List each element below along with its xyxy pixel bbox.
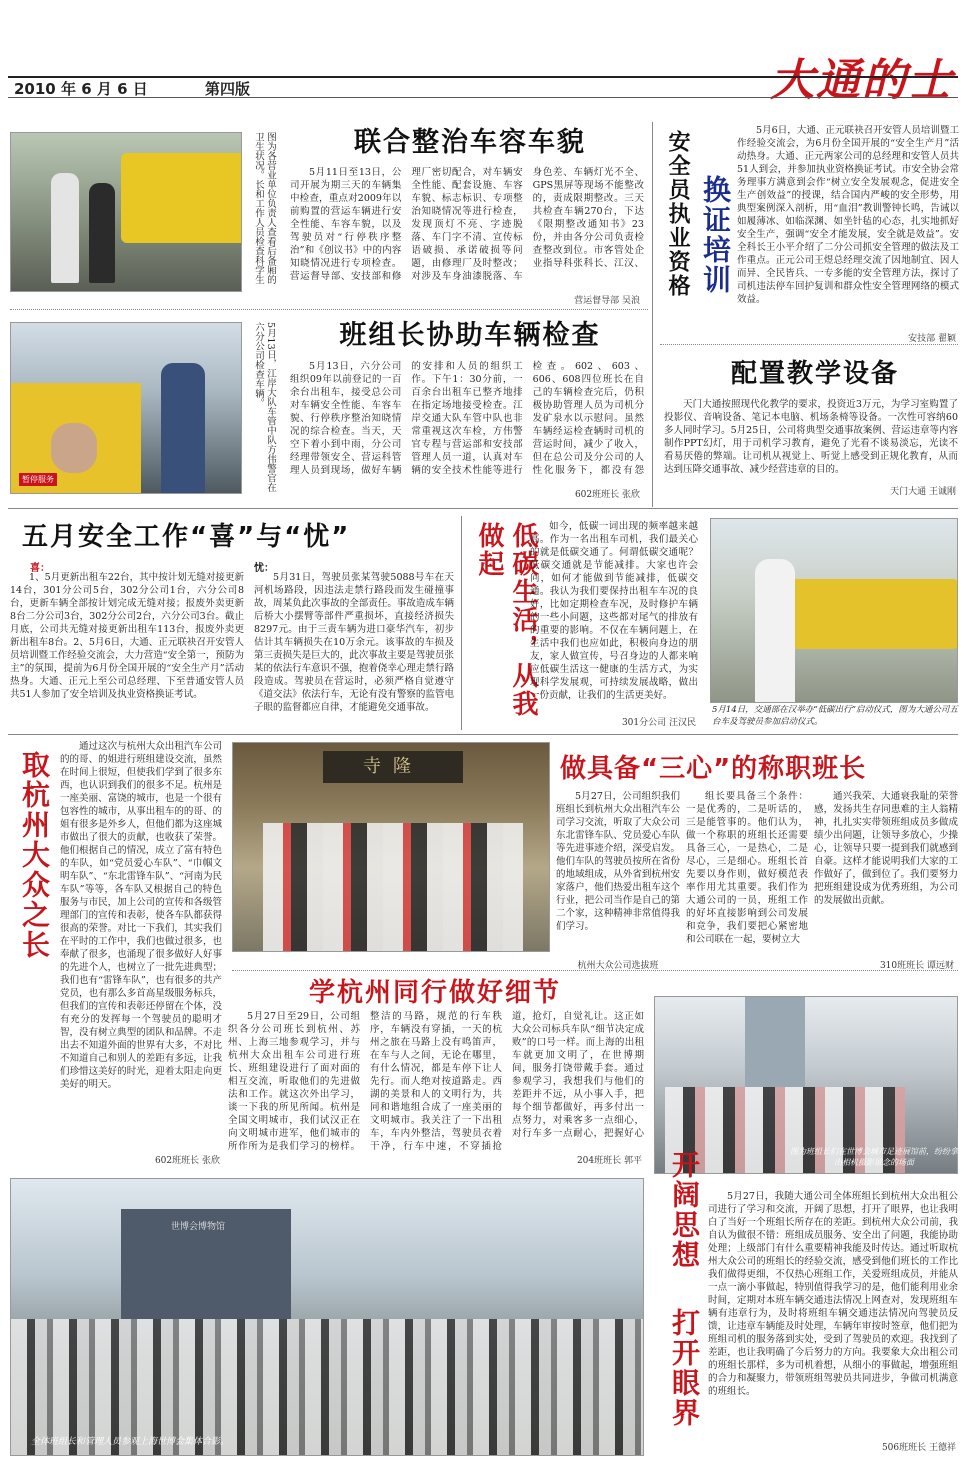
divider [232, 970, 958, 971]
a10-paragraph: 5月27日，我随大通公司全体班组长到杭州大众出租公司进行了学习和交流，开阔了思想，打开了眼界，也让我明白了当好一个班组长所存在的差距。到杭州大众公司前，我自认为做很不错：班组成员服务、安全出了问题，我能协助处理；上级部门有什么重要精神我能及时传达。通过听取杭州大众公司的班组长的经验交流，感受到他们班长的工作比我们做得更细，不仅热心班组工作，关爱班组成员，并能从一点一滴小事做起，特别值得我学习的是，他们能利用业余时间，定期对本班车辆交通违法情况上网查对，发现班组车辆有违章行为，及时将班组车辆交通违法情况向驾驶员反馈，让违章车辆能及时处理，车辆年审按时签章，他们把为班组司机的服务落到实处，受到了驾驶员的欢迎。我找到了差距，也让我明确了今后努力的方向。我要象大众出租公司的班组长那样，多为司机着想，从细小的事做起，增强班组的合力和凝聚力，带领班组驾驶员共同进步，争做司机满意的班组长。 [708, 1191, 958, 1397]
a1-byline: 营运督导部 吴浪 [574, 296, 640, 306]
a4-title: 配置教学设备 [730, 359, 899, 389]
a6-paragraph: 如今，低碳一词出现的频率越来越高。作为一名出租车司机，我们最关心的就是低碳交通了。何谓低碳交通呢？低碳交通就是节能减排。大家也许会问，如何才能做到节能减排，低碳交通。我认为我们要保持出租车车况的良好，比如定期检查车况，及时修护车辆的一些小问题，这些都对尾气的排放有的重要的影响。不仅在车辆问题上，在生活中我们也应如此，积极向身边的朋友，家人做宣传，号召身边的人都来响应低碳生活这一健康的生活方式，为实现科学发展观，可持续发展战略，做出一份贡献，让我们的生活更美好。 [530, 521, 698, 701]
a7-paragraph: 通过这次与杭州大众出租汽车公司的的哥、的姐进行班组建设交流，虽然在时间上很短，但使我们学到了很多东西，也认识到我们的很多不足。杭州是一座美丽、富饶的城市，也是一个很有包容性的城市，从事出租车的的哥、的姐有很多是外乡人，但他们都为这座城市做出了很大的贡献，也收获了荣誉。他们根据自己的情况，成立了富有特色的车队，如“党员爱心车队”、“巾帼文明车队”、“东北雷锋车队”、“河南为民车队”等等，各车队又根据自己的特色服务与市民，加上公司的宣传和各级管理部门的宣传和表彰，使各车队都获得很高的荣誉。对比一下我们，其实我们在平时的工作中，我们也做过很多，也奉献了很多，也涌现了很多做好人好事的先进个人，也树立了一批先进典型；我们也有“雷锋车队”，也有很多的共产党员，也有那么多首高星级服务标兵，但我们的宣传和表彰还停留在个体，没有充分的发挥每一个驾驶员的聪明才智，没有树立典型的团队和品牌。不走出去不知道外面的世界有大多，不对比不知道自己和别人的差距有多远，让我们珍惜这美好的时光，迎着太阳走向更美好的明天。 [60, 741, 222, 1090]
photo-expo-sign: 世博会博物馆 [171, 1222, 226, 1232]
a8-paragraph-3: 通兴我荣、大通衰我耻的荣誉感，发扬共生存同患难的主人翁精神，扎扎实实带领班组成员多做成绩少出问题，让领导多放心，少操心，让领导只要一提到我们就感到自豪。这样才能说明我们大家的工作做好了，做到位了。我们要努力把班组建设成为优秀班组，为公司的发展做出贡献。 [814, 791, 958, 906]
a6-title: 低碳生活，从我做起 [474, 522, 538, 718]
a2-paragraph: 5月13日，六分公司组织09年以前登记的一百余台出租车，接受总公司对车辆安全性能、车容车貌、行停秩序整治知晓情况的综合检查。当天，天空下着小到中雨，分公司经理带领安全、营运科管理人员到现场，做好车辆的安排和人员的组织工作。下午1：30分前，一百余台出租车已整齐地排在指定场地接受检查。江岸交通大队车管中队也非常重视这次车检，方伟警官专程与营运部和安技部管理人员一道，认真对车辆的安全技术性能等进行检查。602、603、606、608四位班长在自己的车辆检查完后，仍积极协助管理人员为司机分发矿泉水以示慰问。虽然车辆经运检查辆时司机的营运时间，减少了收入，但在总公司及分公司的人性化服务下，都没有怨 [290, 361, 644, 476]
divider [8, 508, 958, 509]
a6-caption: 5月14日，交通部在汉举办“低碳出行”启动仪式，图为大通公司五台车及驾驶员参加启动仪式。 [712, 705, 958, 727]
a1-paragraph: 5月11日至13日，公司开展为期三天的车辆集中检查，重点对2009年以前购置的营运车辆进行安全性能、车容车貌，以及驾驶员对“行停秩序整治”和《创议书》中的内容知晓情况进行专项检查。营运督导部、安技部和修理厂密切配合，对车辆安全性能、配套设施、车容车貌、标志标识、专项整治知晓情况等进行检查，发现顶灯不亮、字迹脱落、车门字不清、宣传标语破损、承诺破损等问题，由修理厂及时整改；对涉及车身油漆脱落、车身色差、车辆灯光不全、GPS黑屏等现场不能整改的，责成限期整改。三天共检查车辆270台，下达《限期整改通知书》23份，并由各分公司负责检查整改到位。市客管处企业指导科张科长、江汉、 [290, 167, 644, 282]
photo-person [89, 183, 115, 283]
a9-caption: 图为班组长们在世博会城市足迹展馆前，纷纷拿出相机摄影留念的场面 [790, 1147, 958, 1167]
a2-byline: 602班班长 张欣 [574, 490, 640, 500]
page-number: 第四版 [205, 80, 251, 98]
a10-byline: 506班班长 王德祥 [881, 1443, 956, 1453]
a9-body [228, 1010, 644, 1155]
newspaper-logo: 大通的士 [770, 55, 954, 106]
divider [10, 309, 648, 310]
a8-body [556, 790, 680, 958]
photo-group-people [263, 823, 523, 952]
a1-body [290, 166, 644, 294]
a10-body [708, 1190, 958, 1428]
a7-body [60, 740, 222, 1150]
a8-body-3 [814, 790, 958, 945]
a6-byline: 301分公司 汪汉民 [621, 718, 696, 728]
a1-caption: 图为各营业单位负责人查看后备厢的卫生状况。长和工作人员检查科学生 [253, 132, 276, 284]
a5-you-body [254, 571, 454, 728]
a5-you-label: 忧： [254, 563, 274, 574]
photo-expo-group [10, 1178, 644, 1456]
a3-title-a: 安全员执业资格 [665, 130, 690, 298]
a9-title: 学杭州同行做好细节 [308, 978, 561, 1008]
a8-body-2 [686, 790, 808, 970]
photo-person [51, 173, 79, 283]
photo-official [755, 559, 795, 703]
a2-body [290, 360, 644, 486]
a2-title: 班组长协助车辆检查 [339, 320, 601, 351]
a10-title-a: 开阔思想 [668, 1150, 701, 1270]
issue-date: 2010 年 6 月 6 日 [14, 80, 148, 98]
a8-title: 做具备“三心”的称职班长 [560, 754, 867, 784]
a8-paragraph-2: 组长要具备三个条件：一是优秀的，二是听话的，三是能管事的。他们认为，做一个称职的班组长还需要具备三心，一是热心，二是尽心，三是细心。班组长首先要以身作则，做好模范表率作用尤其重要。我们作为大通公司的一员，班组工作的好坏直接影响到公司发展和竞争，我们要把心紧密地和公司联在一起，要树立大 [686, 791, 808, 945]
a2-caption: 5月13日，江岸大队车管中队方伟警官在六分公司检查车辆。 [253, 322, 276, 493]
a3-paragraph: 5月6日，大通、正元联袂召开安管人员培训暨工作经验交流会，为6月份全国开展的“安全生产月”活动热身。大通、正元两家公司的总经理和安管人员共51人到会，并参加执业资格换证考试。市安全协会常务理事方满意到会作“树立安全发展观念，促进安全生产创效益”的授课，结合国内严峻的安全形势，用典型案例深入剖析，用“血泪”教训警钟长鸣，告诫以如履薄冰、如临深渊、如坐针毡的心态，扎实地抓好安全生产，强调“安全才能发展，安全就是效益”。安全科长王小平介绍了二分公司抓安全管理的做法及工作重点。正元公司王煜总经理交流了因地制宜、因人而异、全民皆兵、一专多能的安全管理方法，探讨了司机违法停车回护复训和群众性安全管理网络的模式效益。 [737, 125, 959, 305]
photo-yellow-taxi [121, 153, 242, 243]
masthead-bar [8, 76, 958, 98]
a6-body [530, 520, 698, 712]
a3-body [737, 124, 959, 332]
photo-police-checking-taxi [10, 322, 242, 494]
a3-byline: 安技部 翟颖 [908, 334, 956, 344]
a4-body [664, 398, 958, 484]
a5-title: 五月安全工作“喜”与“忧” [22, 522, 351, 552]
photo-temple-sign: 寺隆 [323, 751, 463, 783]
a7-byline: 602班班长 张欣 [154, 1156, 220, 1166]
a4-byline: 天门大通 王诚刚 [890, 487, 956, 497]
photo-driver [51, 423, 97, 473]
a5-xi-label: 喜： [30, 563, 50, 574]
photo-inspection-taxi-trunk [10, 132, 242, 292]
a10-caption: 全体班组长和管理人员参观上海世博会集体合影。 [31, 1437, 230, 1447]
a7-title: 取杭州大众之长 [18, 750, 51, 960]
a5-xi-body [10, 571, 244, 728]
divider [461, 516, 462, 730]
a8-byline-1: 杭州大众公司选拔班 [577, 961, 659, 971]
photo-low-carbon-ceremony [710, 518, 958, 703]
a4-paragraph: 天门大通按照现代化教学的要求，投资近3万元，为学习室购置了投影仪、音响设备、笔记本电脑、机场条椅等设备。一次性可容纳60多人同时学习。5月25日，公司将典型交通事故案例、营运违章等内容制作PPT幻灯，用于司机学习教育，避免了光看不谈易淡忘，光读不看易厌倦的弊端。让司机从视觉上、听觉上感受到正规化教育，从而达到压降交通事故、减少经营违章的目的。 [664, 399, 958, 475]
a8-byline: 310班班长 谭远财 [879, 961, 954, 971]
a3-title-b: 换证培训 [699, 175, 732, 295]
a5-you-paragraph: 5月31日，驾驶员张某驾驶5088号车在天河机场路段，因违法走禁行路段而发生碰撞事故，周某负此次事故的全部责任。事故造成车辆后桥大小摆臂等部件严重损坏，直接经济损失8297元。由于三责车辆为进口豪华汽车，初步估计其车辆损失在10万余元。该事故的车损及第三责损失是巨大的，此次事故主要是驾驶员张某的依法行车意识不强，抱着侥幸心理走禁行路段造成。驾驶员在营运时，必须严格自觉遵守《道交法》依法行车，无论有没有警察的监管电子眼的监督都应自律，才能避免交通事故。 [254, 572, 454, 713]
a9-byline: 204班班长 郭平 [576, 1156, 642, 1166]
a8-paragraph: 5月27日，公司组织我们班组长到杭州大众出租汽车公司学习交流，听取了大众公司东北雷锋车队、党员爱心车队等先进事迹介绍，深受启发。他们车队的驾驶员按所在省份的地域组成，从外省到杭州安家落户，他们热爱出租车这个行业，把公司当作是自己的第二个家，这种精神非常值得我们学习。 [556, 791, 680, 932]
photo-building [745, 997, 805, 1087]
plate-sign: 暂停服务 [19, 473, 57, 486]
photo-taxi-row [771, 579, 958, 649]
divider [652, 122, 653, 507]
divider [8, 734, 958, 735]
photo-police-officer [161, 363, 205, 494]
a1-title: 联合整治车容车貌 [354, 127, 586, 158]
a5-xi-paragraph: 1、5月更新出租车22台，其中按计划无缝对接更新14台，301分公司5台，302分公司1台，六分公司8台，更新车辆全部按计划完成无缝对接；报废外卖更新8台二分公司3台，302分公司2台，六分公司3台。截止月底，公司共无缝对接更新出租车113台，报废外卖更新出租车8台。2、5月6日，大通、正元联袂召开安管人员培训暨工作经验交流会，大力营造“安全第一，预防为主”的氛围，提前为6月份全国开展的“安全生产月”活动热身。大通、正元上至公司总经理、下至普通安管人员共51人参加了安全培训及执业资格换证考试。 [10, 572, 244, 700]
a10-title-b: 打开眼界 [668, 1308, 701, 1428]
divider [660, 344, 958, 345]
a9-paragraph: 5月27日至29日，公司组织各分公司班长到杭州、苏州、上海三地参观学习，并与杭州大众出租车公司进行班长、班组建设进行了面对面的相互交流，听取他们的先进做法和工作。就这次外出学习，谈一下我的所见所闻。杭州是全国文明城市，我们试汉正在向文明城市进军，他们城市的所作所为是我们学习的榜样。整洁的马路，规范的行车秩序，车辆没有穿插，一天的杭州之旅在马路上没有鸣笛声，在车与人之间，无论在哪里，有什么情况，都是车停下让人先行。而人绝对按道路走。西湖的美景和人的文明行为，共同和谐地组合成了一座美丽的文明城市。我关注了一下出租车，车内外整洁，驾驶员衣着干净，行车中速，不穿插抢道，抢灯，自觉礼让。这正如大众公司标兵车队“细节决定成败”的口号一样。而上海的出租车就更加文明了，在世博期间，服务打饶带戴手套。通过参观学习，我想我们与他们的差距并不远，从小事入手，把每个细节都做好，再多付出一点努力，对乘客多一点细心，对行车多一点耐心，把握好心 [228, 1011, 644, 1152]
photo-group-hangzhou [232, 742, 550, 952]
